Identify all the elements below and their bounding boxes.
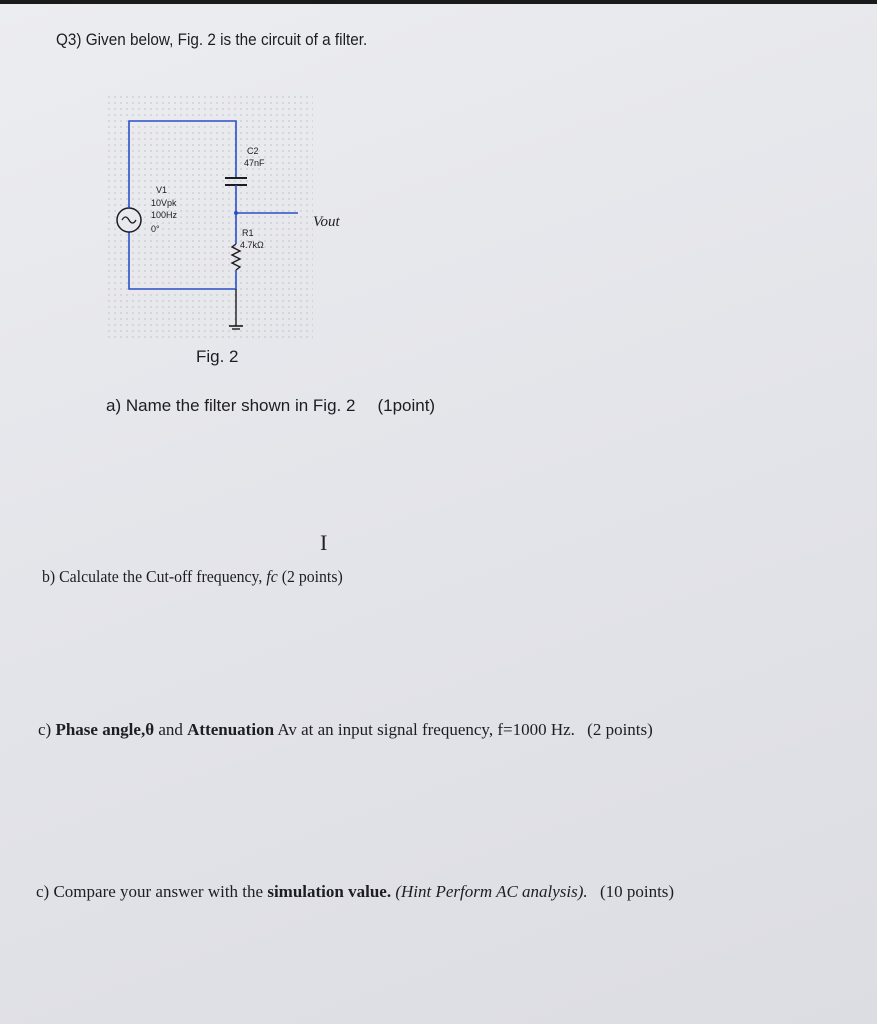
attenuation-symbol: Av — [277, 720, 297, 739]
part-a-question — [106, 396, 435, 416]
part-c1-points: (2 points) — [587, 720, 653, 739]
resistor-value: 4.7kΩ — [240, 240, 264, 250]
source-frequency: 100Hz — [151, 210, 178, 220]
figure-caption: Fig. 2 — [196, 347, 239, 366]
part-a-points: (1point) — [377, 396, 436, 415]
capacitor-value: 47nF — [244, 158, 265, 168]
part-c1-and: and — [158, 720, 183, 739]
capacitor-name: C2 — [247, 146, 259, 156]
part-b-question — [42, 567, 343, 587]
attenuation-label: Attenuation — [187, 720, 275, 739]
part-c1-question — [38, 720, 653, 740]
question-title: Q3) Given below, Fig. 2 is the circuit of a filter. — [56, 30, 368, 49]
part-b-text: b) Calculate the Cut-off frequency, — [42, 567, 263, 586]
phase-angle-label: Phase angle,θ — [55, 720, 155, 739]
simulation-value-label: simulation value. — [267, 882, 392, 901]
circuit-diagram — [108, 96, 318, 346]
part-a-text: a) Name the filter shown in Fig. 2 — [106, 396, 356, 415]
hint-text: (Hint Perform AC analysis). — [395, 882, 588, 901]
part-c1-frequency-text: at an input signal frequency, f=1000 Hz. — [301, 720, 575, 739]
part-c2-text: c) Compare your answer with the — [36, 882, 264, 901]
part-c1-prefix: c) — [38, 720, 52, 739]
screen-top-edge — [0, 0, 877, 4]
resistor-name: R1 — [242, 228, 254, 238]
part-c2-points: (10 points) — [599, 882, 675, 901]
output-voltage-label: Vout — [313, 214, 340, 230]
source-phase: 0° — [151, 224, 160, 234]
source-amplitude: 10Vpk — [151, 198, 177, 208]
part-c2-question — [36, 882, 674, 902]
cutoff-frequency-symbol: fc — [266, 567, 278, 586]
part-b-points: (2 points) — [281, 567, 343, 586]
text-cursor-icon: I — [320, 530, 328, 555]
source-name: V1 — [156, 185, 168, 195]
